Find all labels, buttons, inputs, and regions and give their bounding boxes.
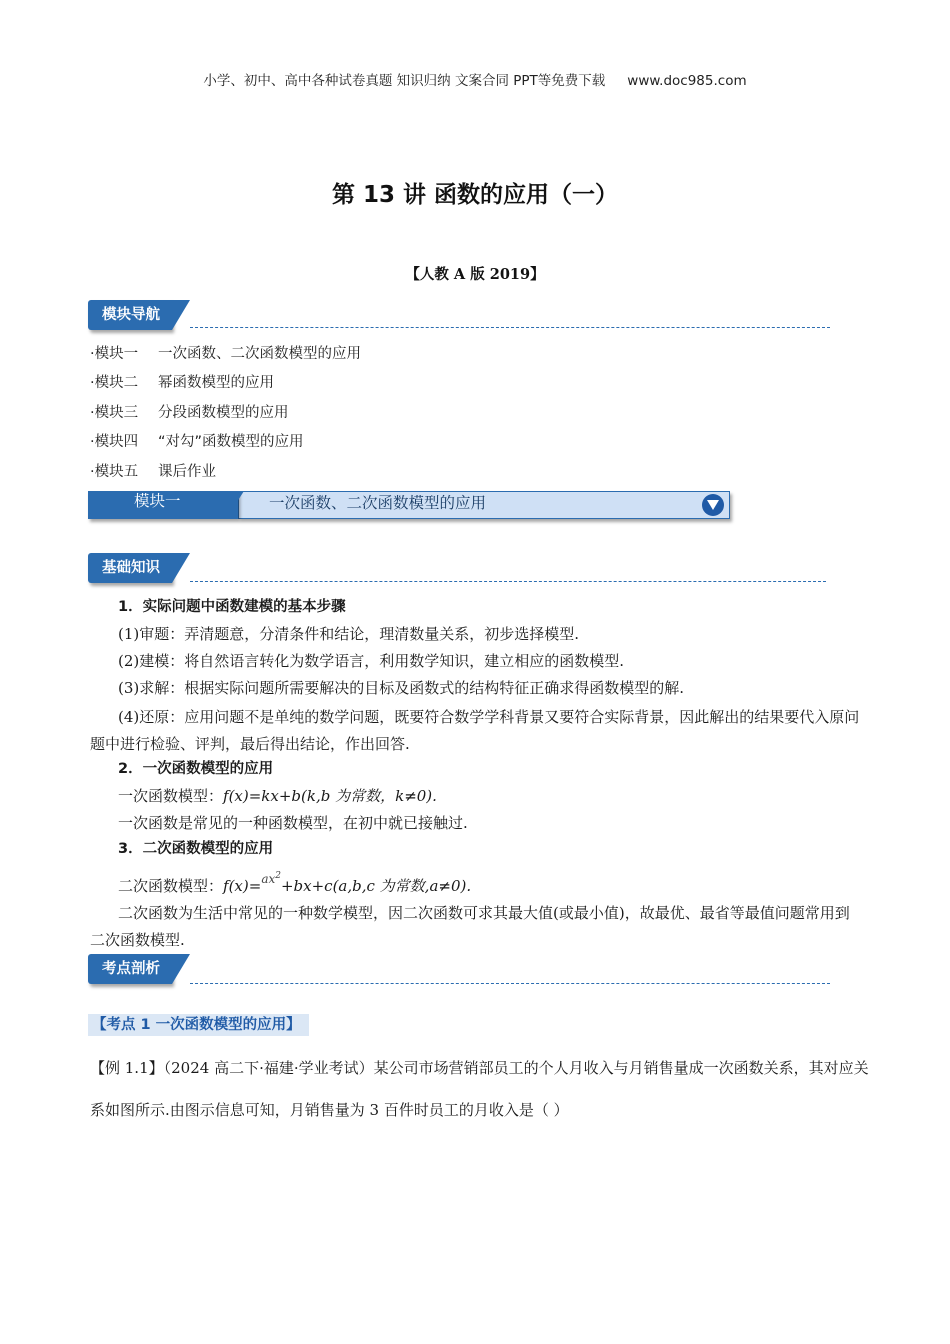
step-review: (1)审题：弄清题意，分清条件和结论，理清数量关系，初步选择模型. (118, 625, 580, 643)
page-header (0, 69, 950, 89)
module-one-banner (88, 491, 734, 521)
page-title: 第 13 讲 函数的应用（一） (331, 182, 619, 208)
heading-quadratic-model: 3．二次函数模型的应用 (118, 841, 274, 857)
toc-item[interactable]: ·模块二 幂函数模型的应用 (90, 375, 274, 392)
example-1-1 (90, 1047, 872, 1131)
chevron-down-circle-icon[interactable] (702, 494, 724, 516)
step-solve: (3)求解：根据实际问题所需要解决的目标及函数式的结构特征正确求得函数模型的解. (118, 679, 685, 697)
heading-modeling-steps: 1．实际问题中函数建模的基本步骤 (118, 599, 346, 615)
analysis-section-tab (88, 954, 190, 984)
linear-model-formula: 一次函数模型：f(x)=kx+b(k,b 为常数，k≠0). (118, 787, 437, 805)
toc-item[interactable]: ·模块三 分段函数模型的应用 (90, 404, 289, 421)
tab-corner (172, 300, 190, 330)
heading-linear-model: 2．一次函数模型的应用 (118, 761, 274, 777)
toc-item[interactable]: ·模块一 一次函数、二次函数模型的应用 (90, 346, 361, 362)
edition-label: 【人教 A 版 2019】 (405, 266, 545, 283)
basics-divider (190, 581, 826, 582)
header-url[interactable]: www.doc985.com (627, 73, 747, 89)
toc-item[interactable]: ·模块五 课后作业 (90, 463, 216, 480)
step-restore: (4)还原：应用问题不是单纯的数学问题，既要符合数学学科背景又要符合实际背景，因此解出的结果要代入原问题中进行检验、评判，最后得出结论，作出回答. (90, 708, 860, 753)
toc-item[interactable]: ·模块四 “对勾”函数模型的应用 (90, 434, 304, 451)
module-banner-title: 一次函数、二次函数模型的应用 (238, 491, 730, 519)
tab-corner (172, 954, 190, 984)
banner-slant (226, 491, 244, 519)
linear-model-note: 一次函数是常见的一种函数模型，在初中就已接触过. (118, 814, 468, 832)
kaodian-label: 【考点 1 一次函数模型的应用】 (88, 1014, 309, 1036)
quadratic-model-note: 二次函数为生活中常见的一种数学模型，因二次函数可求其最大值(或最小值)，故最优、最省等最值问题常用到二次函数模型. (90, 904, 850, 949)
analysis-section-label: 考点剖析 (88, 954, 172, 984)
nav-divider (190, 327, 830, 328)
quadratic-model-formula: 二次函数模型：f(x)=$^{ax^2}$+bx+c(a,b,c 为常数,a≠0). (118, 871, 472, 895)
header-text: 小学、初中、高中各种试卷真题 知识归纳 文案合同 PPT等免费下载 (203, 73, 606, 89)
basics-section-label: 基础知识 (88, 553, 172, 583)
example-text: （2024 高二下·福建·学业考试）某公司市场营销部员工的个人月收入与月销售量成一次函数关系，其对应关系如图所示.由图示信息可知，月销售量为 3 百件时员工的月收入是（ ） (90, 1059, 869, 1119)
nav-section-label: 模块导航 (88, 300, 172, 330)
basics-section-tab (88, 553, 190, 583)
tab-corner (172, 553, 190, 583)
example-tag: 【例 1.1】 (90, 1059, 164, 1077)
module-banner-label: 模块一 (88, 491, 238, 519)
analysis-divider (190, 983, 830, 984)
module-toc (90, 343, 361, 490)
nav-section-tab (88, 300, 190, 330)
step-model: (2)建模：将自然语言转化为数学语言，利用数学知识，建立相应的函数模型. (118, 652, 625, 670)
